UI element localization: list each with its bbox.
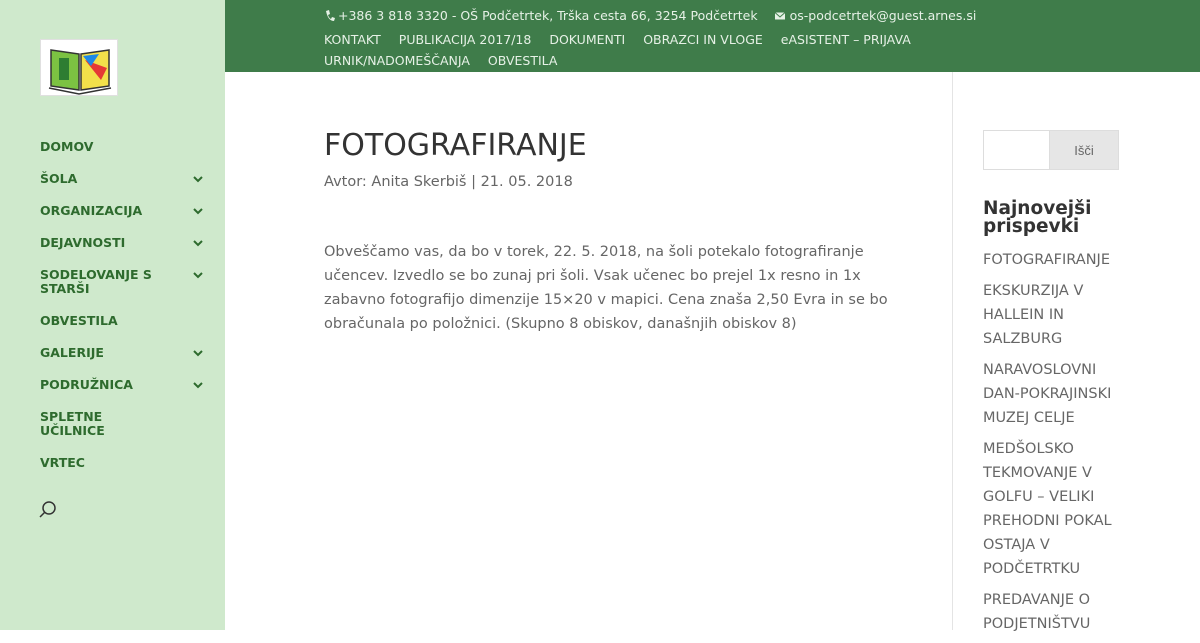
top-nav: [324, 29, 1084, 71]
recent-posts-list: [983, 248, 1123, 636]
search-form: [983, 130, 1119, 170]
recent-post-link[interactable]: FOTOGRAFIRANJE: [983, 252, 1110, 268]
sidebar-item-label: SODELOVANJE S STARŠI: [40, 267, 152, 296]
recent-post-link[interactable]: NARAVOSLOVNI DAN-POKRAJINSKI MUZEJ CELJE: [983, 362, 1112, 426]
sidebar-item-label: ŠOLA: [40, 171, 78, 186]
recent-post-link[interactable]: PREDAVANJE O PODJETNIŠTVU: [983, 592, 1091, 632]
top-nav-link[interactable]: eASISTENT – PRIJAVA: [780, 32, 911, 47]
search-icon[interactable]: [38, 500, 58, 520]
sidebar-item-label: PODRUŽNICA: [40, 377, 133, 392]
chevron-down-icon[interactable]: [192, 237, 204, 249]
sidebar-item[interactable]: [40, 314, 210, 328]
sidebar-item-label: OBVESTILA: [40, 313, 118, 328]
sidebar-item-label: SPLETNE UČILNICE: [40, 409, 105, 438]
sidebar-item[interactable]: [40, 204, 210, 218]
sidebar-item-label: VRTEC: [40, 455, 85, 470]
search-button[interactable]: Išči: [1049, 130, 1119, 170]
sidebar-item[interactable]: [40, 172, 210, 186]
recent-post-link[interactable]: EKSKURZIJA V HALLEIN IN SALZBURG: [983, 283, 1084, 347]
sidebar-item-label: GALERIJE: [40, 345, 104, 360]
phone-address-text: +386 3 818 3320 - OŠ Podčetrtek, Trška cesta 66, 3254 Podčetrtek: [338, 8, 758, 23]
post-title: FOTOGRAFIRANJE: [324, 128, 587, 163]
chevron-down-icon[interactable]: [192, 347, 204, 359]
top-nav-link[interactable]: OBVESTILA: [487, 53, 558, 68]
logo-icon: [41, 40, 119, 97]
top-nav-link[interactable]: PUBLIKACIJA 2017/18: [398, 32, 532, 47]
sidebar-item-label: DOMOV: [40, 139, 94, 154]
post-content: [324, 128, 924, 336]
sidebar-item[interactable]: [40, 236, 210, 250]
top-nav-link[interactable]: DOKUMENTI: [549, 32, 626, 47]
chevron-down-icon[interactable]: [192, 269, 204, 281]
chevron-down-icon[interactable]: [192, 379, 204, 391]
chevron-down-icon[interactable]: [192, 205, 204, 217]
post-meta: Avtor: Anita Skerbiš | 21. 05. 2018: [324, 174, 573, 190]
sidebar-item-label: DEJAVNOSTI: [40, 235, 126, 250]
school-logo[interactable]: [40, 39, 118, 96]
phone-icon: [324, 9, 336, 23]
contact-line: [324, 8, 976, 23]
top-nav-link[interactable]: OBRAZCI IN VLOGE: [643, 32, 763, 47]
sidebar-item[interactable]: [40, 410, 210, 438]
sidebar: [0, 0, 225, 630]
column-divider: [952, 72, 953, 630]
top-nav-link[interactable]: KONTAKT: [324, 32, 381, 47]
recent-posts-title: Najnovejši prispevki: [983, 198, 1092, 237]
right-sidebar: [983, 130, 1123, 643]
mail-icon: [774, 10, 786, 22]
main-nav: [40, 140, 210, 488]
sidebar-item[interactable]: [40, 268, 210, 296]
top-nav-link[interactable]: URNIK/NADOMEŠČANJA: [324, 53, 470, 68]
sidebar-item[interactable]: [40, 378, 210, 392]
sidebar-item[interactable]: [40, 140, 210, 154]
sidebar-item-label: ORGANIZACIJA: [40, 203, 143, 218]
recent-post-link[interactable]: MEDŠOLSKO TEKMOVANJE V GOLFU – VELIKI PREHODNI POKAL OSTAJA V PODČETRTKU: [983, 441, 1112, 577]
top-header: [225, 0, 1200, 72]
email-link[interactable]: os-podcetrtek@guest.arnes.si: [789, 8, 977, 23]
post-body: Obveščamo vas, da bo v torek, 22. 5. 2018, na šoli potekalo fotografiranje učencev. Izvedlo se bo zunaj pri šoli. Vsak učenec bo prejel 1x resno in 1x zabavno fotografijo dimenzije 15×20 v mapici. Cena znaša 2,50 Evra in se bo obračunala po položnici. (Skupno 8 obiskov, današnjih obiskov 8): [324, 244, 888, 332]
sidebar-item[interactable]: [40, 456, 210, 470]
search-input[interactable]: [983, 130, 1049, 170]
chevron-down-icon[interactable]: [192, 173, 204, 185]
sidebar-item[interactable]: [40, 346, 210, 360]
